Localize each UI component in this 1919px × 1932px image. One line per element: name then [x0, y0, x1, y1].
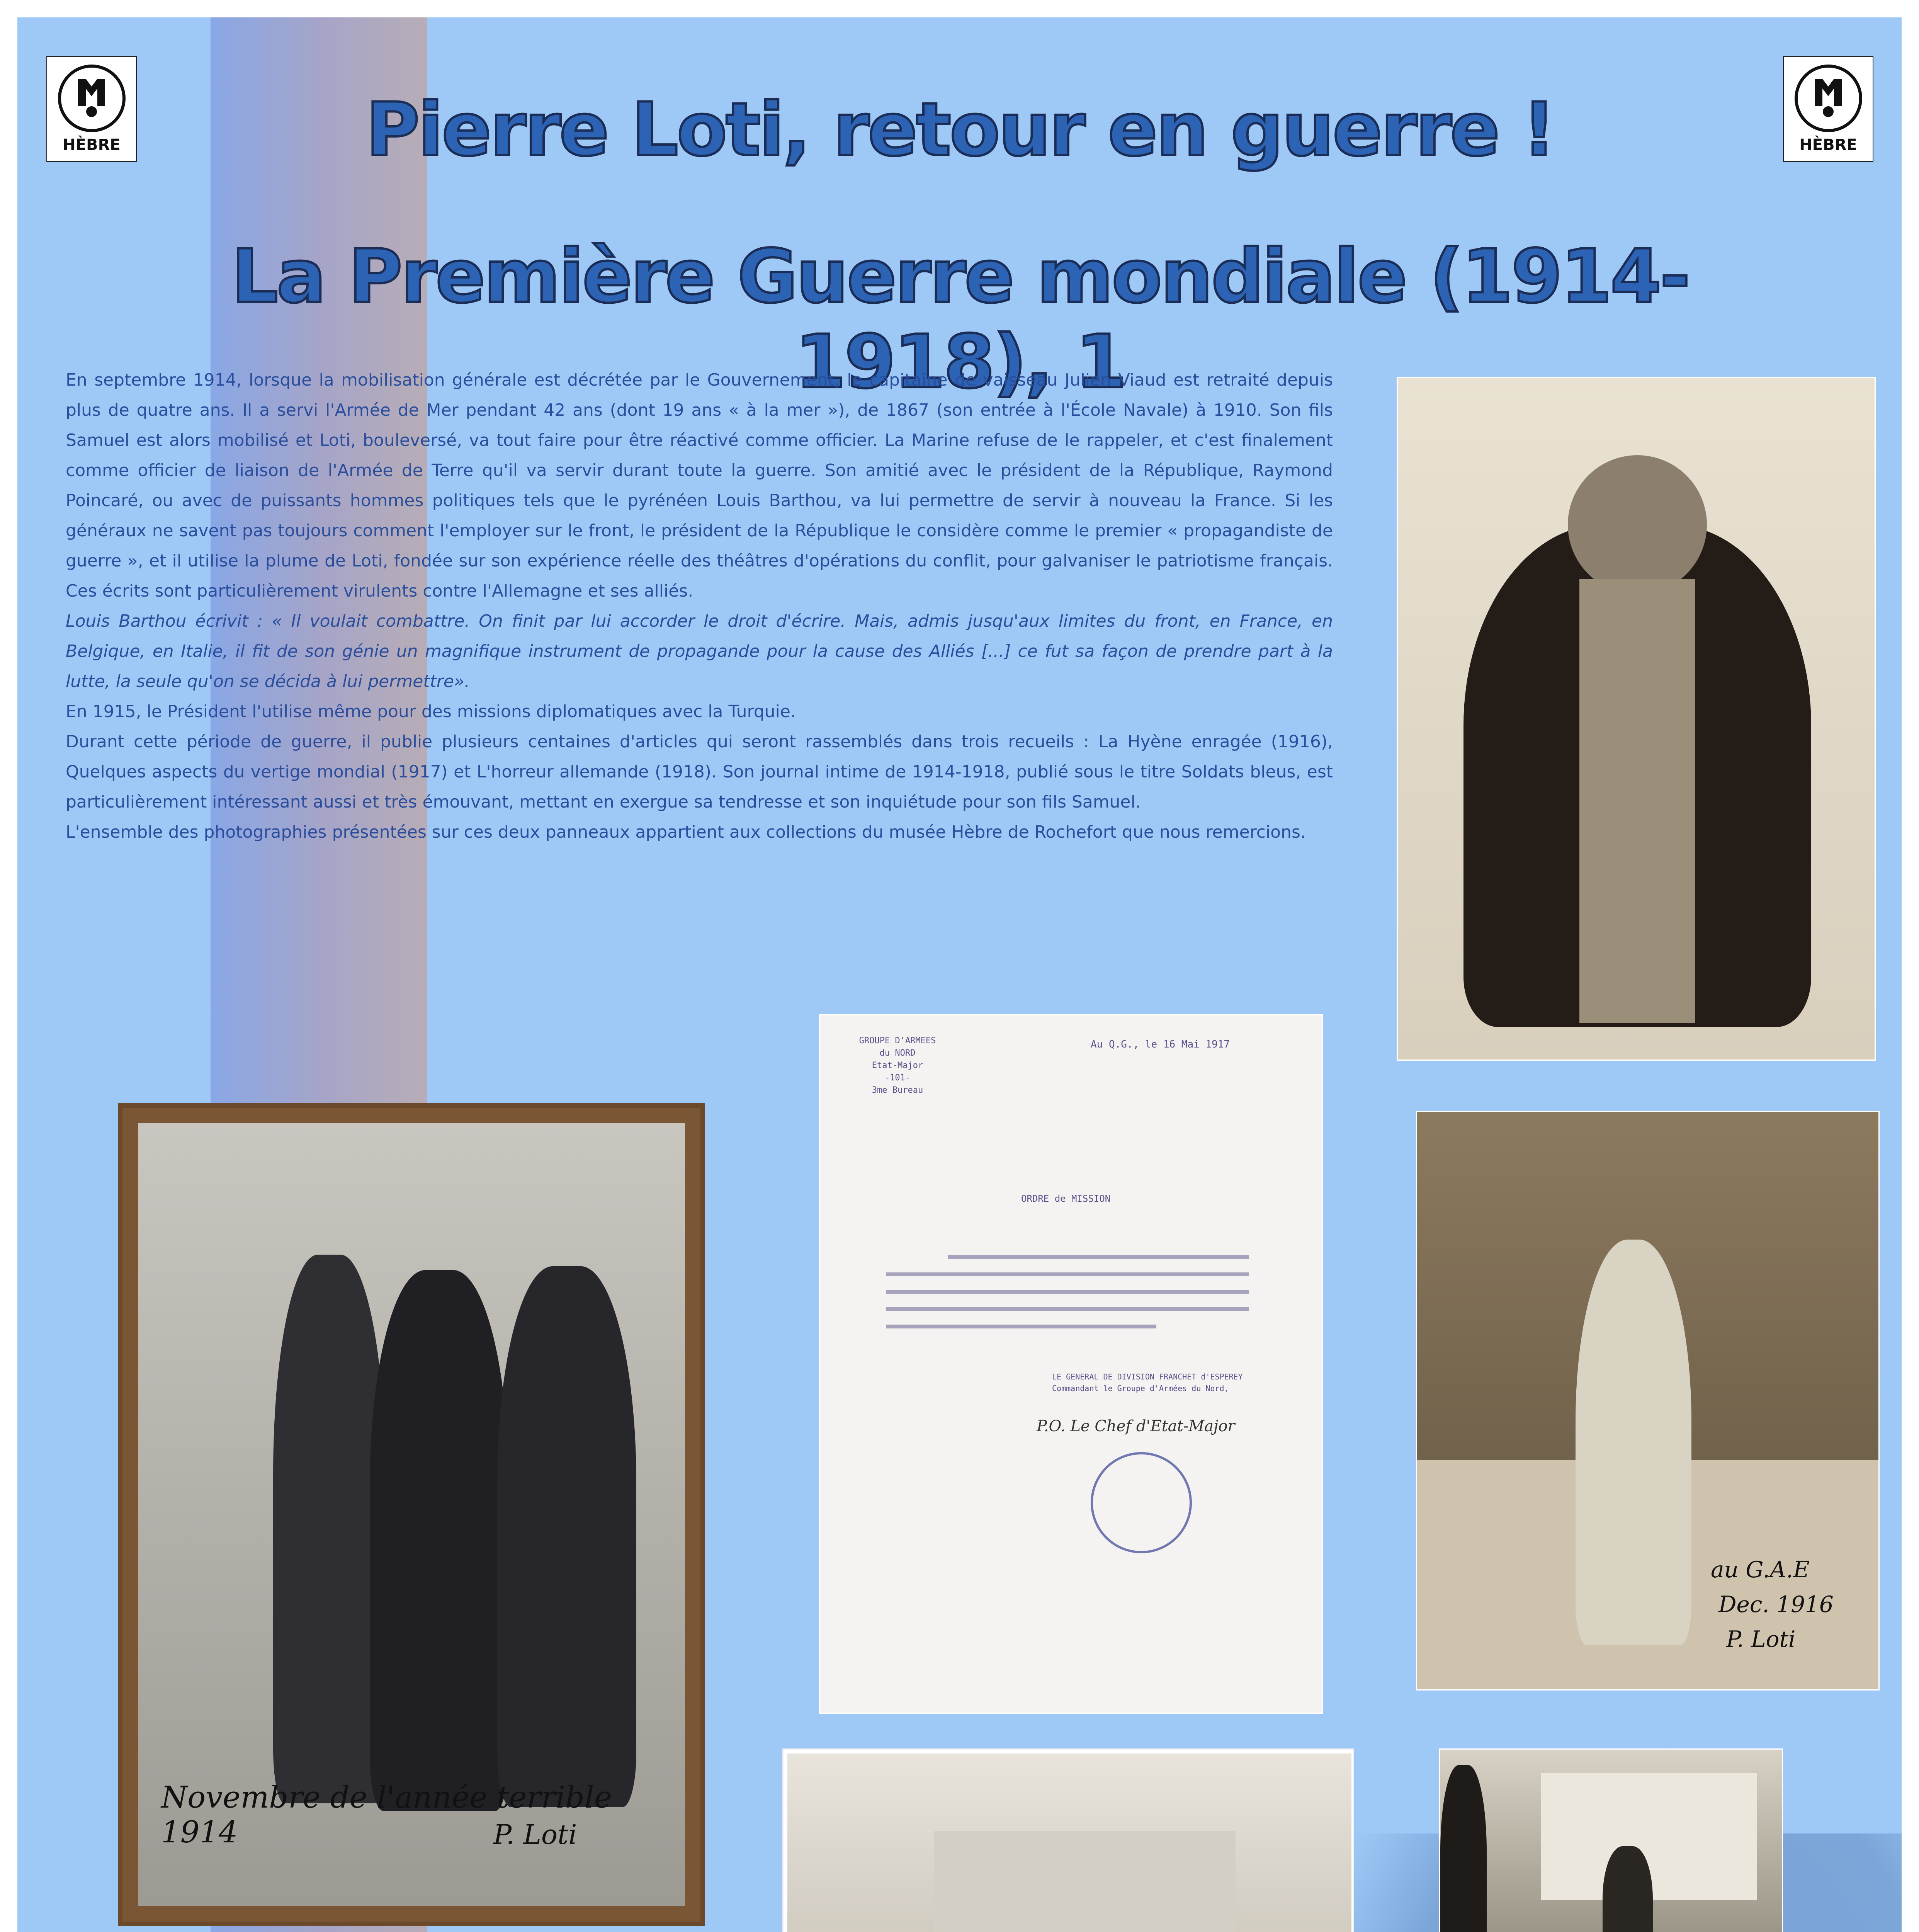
photo-st-remy-1915: [782, 1748, 1354, 1932]
doc-header-line: -101-: [884, 1073, 911, 1083]
doc-header-line: GROUPE D'ARMEES: [859, 1036, 936, 1046]
intro-paragraph-2: Louis Barthou écrivit : « Il voulait combattre. On finit par lui accorder le droit d'écrire. Mais, admis jusqu'aux limites du front, en France, en Belgique, en Italie, il fit de son génie un magnifique instrument de propagande pour la cause des Alliés [...] ce fut sa façon de prendre part à la lutte, la seule qu'on se décida à lui permettre».: [66, 611, 1333, 691]
photo-loti-cape-1916: [1416, 1111, 1880, 1690]
trio-inscription: Novembre de l'année terrible 1914: [161, 1780, 612, 1850]
figure-left: [1440, 1765, 1487, 1932]
doc-title: ORDRE de MISSION: [1021, 1193, 1111, 1204]
cape-figure: [1576, 1240, 1691, 1645]
title-line-2: La Première Guerre mondiale (1914-1918), 1: [231, 234, 1689, 405]
logo-text: HÈBRE: [63, 136, 121, 154]
doc-text-line: [886, 1272, 1249, 1276]
photo-trio-november-1914: [118, 1103, 705, 1926]
doc-date: Au Q.G., le 16 Mai 1917: [1091, 1039, 1230, 1050]
intro-paragraph-3: En 1915, le Président l'utilise même pour des missions diplomatiques avec la Turquie.: [66, 702, 796, 721]
figure-officer: [1603, 1846, 1653, 1932]
hebre-museum-logo-icon: [1795, 65, 1862, 132]
doc-text-line: [886, 1325, 1156, 1328]
figure-samuel: [273, 1255, 385, 1803]
doc-header-line: 3me Bureau: [872, 1085, 923, 1095]
hebre-museum-logo-icon: [58, 65, 126, 132]
doc-text-line: [886, 1290, 1249, 1294]
intro-paragraph-5: L'ensemble des photographies présentées sur ces deux panneaux appartient aux collections du musée Hèbre de Rochefort que nous remercions.: [66, 822, 1306, 842]
doc-signature-block: [1052, 1371, 1243, 1394]
doc-header: [847, 1035, 948, 1097]
logo-text: HÈBRE: [1799, 136, 1857, 154]
intro-paragraph-1: En septembre 1914, lorsque la mobilisation générale est décrétée par le Gouvernement, le capitaine de vaisseau Julien Viaud est retraité depuis plus de quatre ans. Il a servi l'Armée de Mer pendant 42 ans (dont 19 ans « à la mer »), de 1867 (son entrée à l'École Navale) à 1910. Son fils Samuel est alors mobilisé et Loti, bouleversé, va tout faire pour être réactivé comme officier. La Marine refuse de le rappeler, et c'est finalement comme officier de liaison de l'Armée de Terre qu'il va servir durant toute la guerre. Son amitié avec le président de la République, Raymond Poincaré, ou avec de puissants hommes politiques tels que le pyrénéen Louis Barthou, va lui permettre de servir à nouveau la France. Si les généraux ne savent pas toujours comment l'employer sur le front, le président de la République le considère comme le premier « propagandiste de guerre », et il utilise la plume de Loti, fondée sur son expérience réelle des théâtres d'opérations du conflit, pour galvaniser le patriotisme français. Ces écrits sont particulièrement virulents contre l'Allemagne et ses alliés.: [66, 370, 1333, 601]
intro-text: [66, 365, 1333, 847]
figure-gibaud: [497, 1266, 636, 1807]
doc-header-line: Etat-Major: [872, 1061, 923, 1070]
photo-italy-road-trieste: [1439, 1748, 1783, 1932]
hebre-logo-right: [1783, 56, 1873, 162]
stamp-icon: [1091, 1452, 1192, 1553]
document-ordre-de-mission: [819, 1014, 1323, 1714]
doc-text-line: [948, 1255, 1249, 1259]
photo-loti-fur-coat: [1397, 377, 1876, 1061]
doc-signature-line: Commandant le Groupe d'Armées du Nord,: [1052, 1384, 1229, 1393]
photo-print: [138, 1123, 685, 1906]
title-line-1: Pierre Loti, retour en guerre !: [365, 87, 1555, 172]
cape-inscription-1: au G.A.E: [1711, 1556, 1810, 1583]
portrait-head: [1568, 455, 1707, 594]
doc-signature-line: LE GENERAL DE DIVISION FRANCHET d'ESPEREY: [1052, 1372, 1243, 1381]
cape-inscription-2: Dec. 1916: [1718, 1591, 1834, 1617]
poster: [17, 17, 1902, 1932]
house-wall: [934, 1831, 1236, 1932]
figure-loti: [370, 1270, 509, 1811]
doc-header-line: du NORD: [879, 1048, 916, 1058]
doc-handwritten: P.O. Le Chef d'Etat-Major: [1037, 1417, 1235, 1435]
uniform-shape: [1579, 579, 1695, 1023]
trio-signature: P. Loti: [493, 1819, 577, 1850]
doc-text-line: [886, 1307, 1249, 1311]
cape-inscription-3: P. Loti: [1726, 1626, 1796, 1652]
st-remy-image: [787, 1753, 1351, 1932]
hebre-logo-left: [46, 56, 137, 162]
intro-paragraph-4: Durant cette période de guerre, il publie plusieurs centaines d'articles qui seront rassemblés dans trois recueils : La Hyène enragée (1916), Quelques aspects du vertige mondial (1917) et L'horreur allemande (1918). Son journal intime de 1914-1918, publié sous le titre Soldats bleus, est particulièrement intéressant aussi et très émouvant, mettant en exergue sa tendresse et son inquiétude pour son fils Samuel.: [66, 732, 1333, 812]
